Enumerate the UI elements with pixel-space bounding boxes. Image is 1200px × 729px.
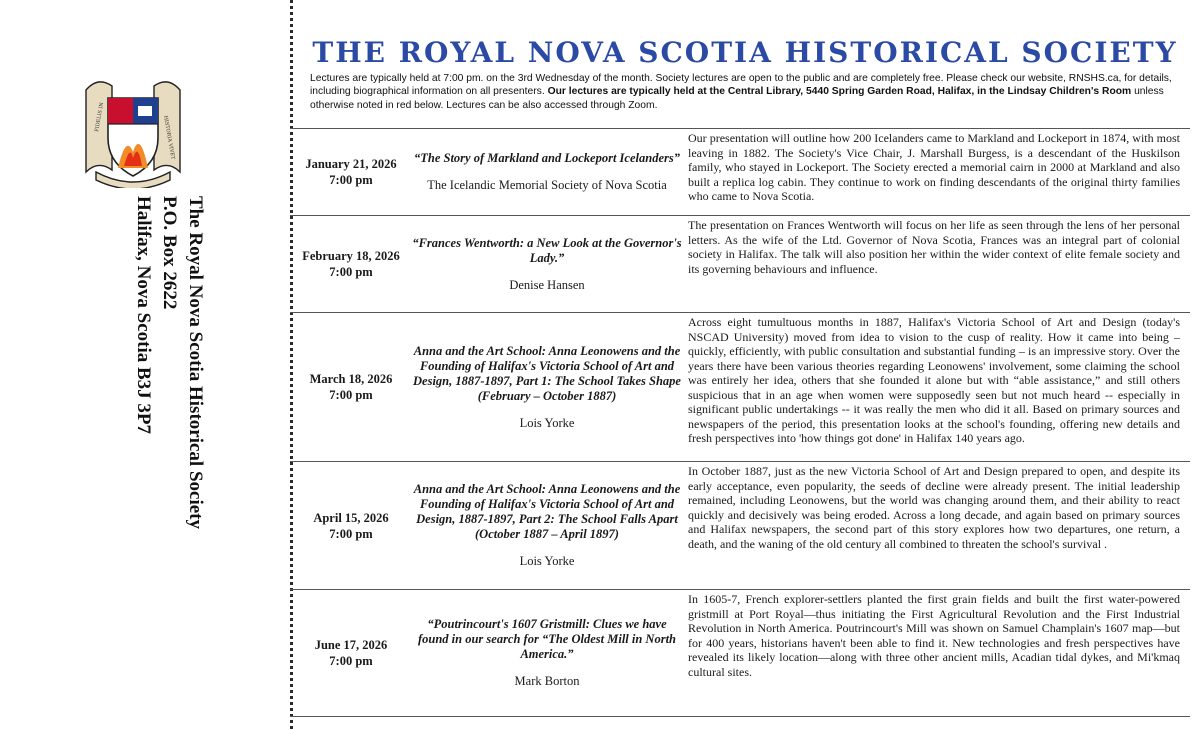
lecture-time: 7:00 pm <box>329 388 373 402</box>
lecture-time: 7:00 pm <box>329 654 373 668</box>
lecture-description: In 1605-7, French explorer-settlers planted the first grain fields and built the first water-powered gristmill at Port Royal—thus initiating the First Agricultural Revolution and the First Industrial Revolution in North America. Poutrincourt's Mill was shown on Samuel Champlain's 1607 map—but for 400 years, historians haven't been able to find it. New technologies and fresh perspectives have revealed its likely location—along with three other ancient mills, Acadian tidal dykes, and Mi'kmaq cultural sites. <box>688 592 1180 679</box>
svg-text:FIDELIS IN: FIDELIS IN <box>94 101 106 133</box>
lecture-presenter: Denise Hansen <box>509 277 585 292</box>
lecture-description: Our presentation will outline how 200 Icelanders came to Markland and Lockeport in 1874, with most leaving in 1882. The Society's Vice Chair, J. Marshall Burgess, is a descendant of the Huskilson family, who stayed in Lockeport. The Society erected a memorial cairn in 2000 at Markland and also built a replica log cabin. They continue to work on finding descendants of the original thirty families who came to Nova Scotia. <box>688 131 1180 203</box>
lecture-row <box>290 312 1190 461</box>
lecture-time: 7:00 pm <box>329 173 373 187</box>
lecture-title: “Poutrincourt's 1607 Gristmill: Clues we have found in our search for “The Oldest Mill in North America.” <box>417 617 677 661</box>
lecture-date: January 21, 2026 <box>305 157 397 171</box>
lecture-date-cell <box>290 590 412 716</box>
lecture-presenter: The Icelandic Memorial Society of Nova Scotia <box>427 178 667 192</box>
mailing-address <box>118 196 208 556</box>
lecture-title: “The Story of Markland and Lockeport Icelanders” <box>414 151 680 165</box>
lecture-description: Across eight tumultuous months in 1887, Halifax's Victoria School of Art and Design (today's NSCAD University) moved from idea to vision to the cusp of reality. How it came into being – quickly, efficiently, with public consultation and substantial funding – is an impressive story. Over the years there have been various theories regarding Leonowens' involvement, some claiming the school was entirely her idea, others that she founded it alone but with “able assistance,” and still others suspicious that in an age when women were supposedly seen but not much heard -- especially in significant public undertakings -- it was really the men who did it all. Based on primary sources and newspapers of the period, this presentation looks at the school's founding, offering new details and fresh perspectives into 'how things got done' in Halifax 140 years ago. <box>688 315 1180 445</box>
address-line-2: P.O. Box 2622 <box>159 196 180 310</box>
lecture-talk-cell <box>412 129 682 215</box>
lecture-title: “Frances Wentworth: a New Look at the Governor's Lady.” <box>412 235 682 265</box>
lecture-date-cell <box>290 462 412 589</box>
mailing-panel <box>0 0 292 729</box>
lecture-title: Anna and the Art School: Anna Leonowens and the Founding of Halifax's Victoria School of Art and Design, 1887-1897, Part 2: The School Falls Apart (October 1887 – April 1897) <box>413 482 681 541</box>
lecture-date: June 17, 2026 <box>314 638 388 652</box>
lecture-row <box>290 589 1190 717</box>
lecture-date: March 18, 2026 <box>309 372 393 386</box>
lecture-presenter: Lois Yorke <box>519 554 575 568</box>
lecture-description: In October 1887, just as the new Victoria School of Art and Design prepared to open, and despite its early acceptance, even popularity, the seeds of decline were already present. The initial leadership remained, including Leonowens, but the world was changing around them, and their ability to react quickly and decisively was being eroded. Across a long decade, and again based on primary sources and Halifax newspapers, the second part of this story explores how two departures, one return, a death, and the waning of the old century all combined to threaten the school's survival . <box>688 464 1180 551</box>
intro-text-1: Lectures are typically held at 7:00 pm. on the 3rd Wednesday of the month. Society lectures are open to the public and are completely free. Please check our website, RNSHS.ca, for details, including biographical information on all presenters. <box>310 73 1172 98</box>
lecture-presenter: Lois Yorke <box>519 415 575 430</box>
intro-paragraph <box>310 72 1190 112</box>
lecture-title: Anna and the Art School: Anna Leonowens and the Founding of Halifax's Victoria School of Art and Design, 1887-1897, Part 1: The School Takes Shape (February – October 1887) <box>413 343 681 403</box>
lecture-date-cell <box>290 216 412 312</box>
address-line-1: The Royal Nova Scotia Historical Society <box>185 196 206 529</box>
lecture-time: 7:00 pm <box>329 265 373 279</box>
lecture-talk-cell <box>412 313 682 461</box>
lecture-talk-cell <box>412 216 682 312</box>
lecture-talk-cell <box>412 462 682 589</box>
lecture-talk-cell <box>412 590 682 716</box>
lecture-time: 7:00 pm <box>329 526 373 541</box>
lecture-row <box>290 215 1190 312</box>
lecture-date-cell <box>290 129 412 215</box>
lecture-date: February 18, 2026 <box>302 249 400 263</box>
page-title: THE ROYAL NOVA SCOTIA HISTORICAL SOCIETY <box>312 36 1178 69</box>
address-line-3: Halifax, Nova Scotia B3J 3P7 <box>133 196 154 435</box>
society-crest-logo <box>78 68 188 188</box>
lecture-presenter: Mark Borton <box>514 674 580 688</box>
intro-venue-text: Our lectures are typically held at the Central Library, 5440 Spring Garden Road, Halifax, in the Lindsay Children's Room <box>547 86 1132 98</box>
svg-text:HISTORIA VIVET: HISTORIA VIVET <box>162 115 176 161</box>
lecture-row <box>290 128 1190 215</box>
lecture-row <box>290 461 1190 589</box>
lecture-date-cell <box>290 313 412 461</box>
lecture-description: The presentation on Frances Wentworth will focus on her life as seen through the lens of her personal letters. As the wife of the Ltd. Governor of Nova Scotia, Frances was an integral part of colonial society in Halifax. The talk will also position her within the wider context of elite female society and its governing behaviours and influence. <box>688 218 1180 276</box>
lecture-schedule-table <box>290 128 1190 717</box>
lecture-date: April 15, 2026 <box>313 510 389 525</box>
intro-text-2: unless otherwise noted in red below. Lectures can be also accessed through Zoom. <box>310 86 1164 111</box>
